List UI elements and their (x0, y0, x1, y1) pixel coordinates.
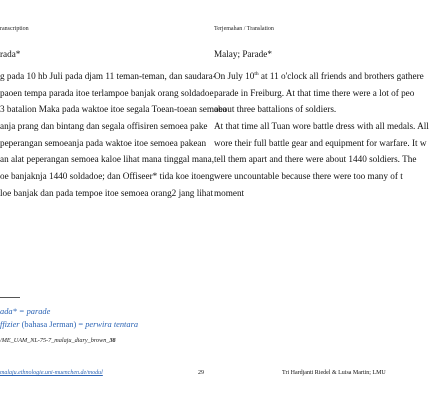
right-line: moment (214, 187, 245, 198)
right-line: tell them apart and there were about 1440 soldiers. The (214, 154, 417, 165)
right-line-1: On July 10th at 11 o'clock all friends and brothers gathere (214, 70, 424, 81)
right-line: were uncountable because there were too many of t (214, 171, 403, 182)
right-line: At that time all Tuan wore battle dress with all medals. All (214, 121, 429, 132)
right-body (214, 68, 429, 202)
footnote-source: /ME_UAM_NL-75-7_malaju_diary_brown_38 (0, 337, 116, 344)
left-line: peperangan semoeanja pada waktoe itoe semoea pakean (0, 137, 207, 148)
left-column (0, 46, 227, 202)
left-line: g pada 10 hb Juli pada djam 11 teman-teman, dan saudara- (0, 71, 216, 81)
right-line: parade in Freiburg. At that time there were a lot of peo (214, 87, 415, 98)
footnote-parade: ada* = parade (0, 307, 51, 316)
left-line: loe banjak dan pada tempoe itoe semoea orang2 jang lihat (0, 187, 214, 198)
footnote-offizier: ffizier (bahasa Jerman) = perwira tentara (0, 320, 139, 329)
left-line: an alat peperangan semoea kaloe lihat mana tinggal mana, (0, 154, 215, 165)
footer-authors: Tri Hardjanti Riedel & Luisa Martin; LMU (282, 370, 386, 376)
right-title: Malay; Parade* (214, 49, 272, 59)
left-title: rada* (0, 49, 21, 59)
left-line: anja prang dan bintang dan segala offisiren semoea pake (0, 121, 208, 132)
footnote-separator (0, 297, 20, 298)
left-line: oe banjaknja 1440 soldadoe; dan Offiseer* tida koe itoeng (0, 171, 215, 182)
left-line: 3 batalion Maka pada waktoe itoe segala Toean-toean semoea (0, 104, 227, 115)
header-right: Terjemahan / Translation (214, 26, 274, 32)
left-line: paoen tempa parada itoe terlampoe banjak orang soldadoe (0, 87, 214, 98)
right-line: wore their full battle gear and equipment for warfare. It w (214, 137, 427, 148)
footer-link[interactable]: malaju.ethnologie.uni-muenchen.de/modul (0, 370, 103, 376)
page-number: 29 (198, 370, 204, 376)
right-line: about three battalions of soldiers. (214, 104, 337, 115)
header-left: ranscription (0, 26, 29, 32)
right-column (214, 46, 429, 202)
left-body (0, 68, 227, 202)
